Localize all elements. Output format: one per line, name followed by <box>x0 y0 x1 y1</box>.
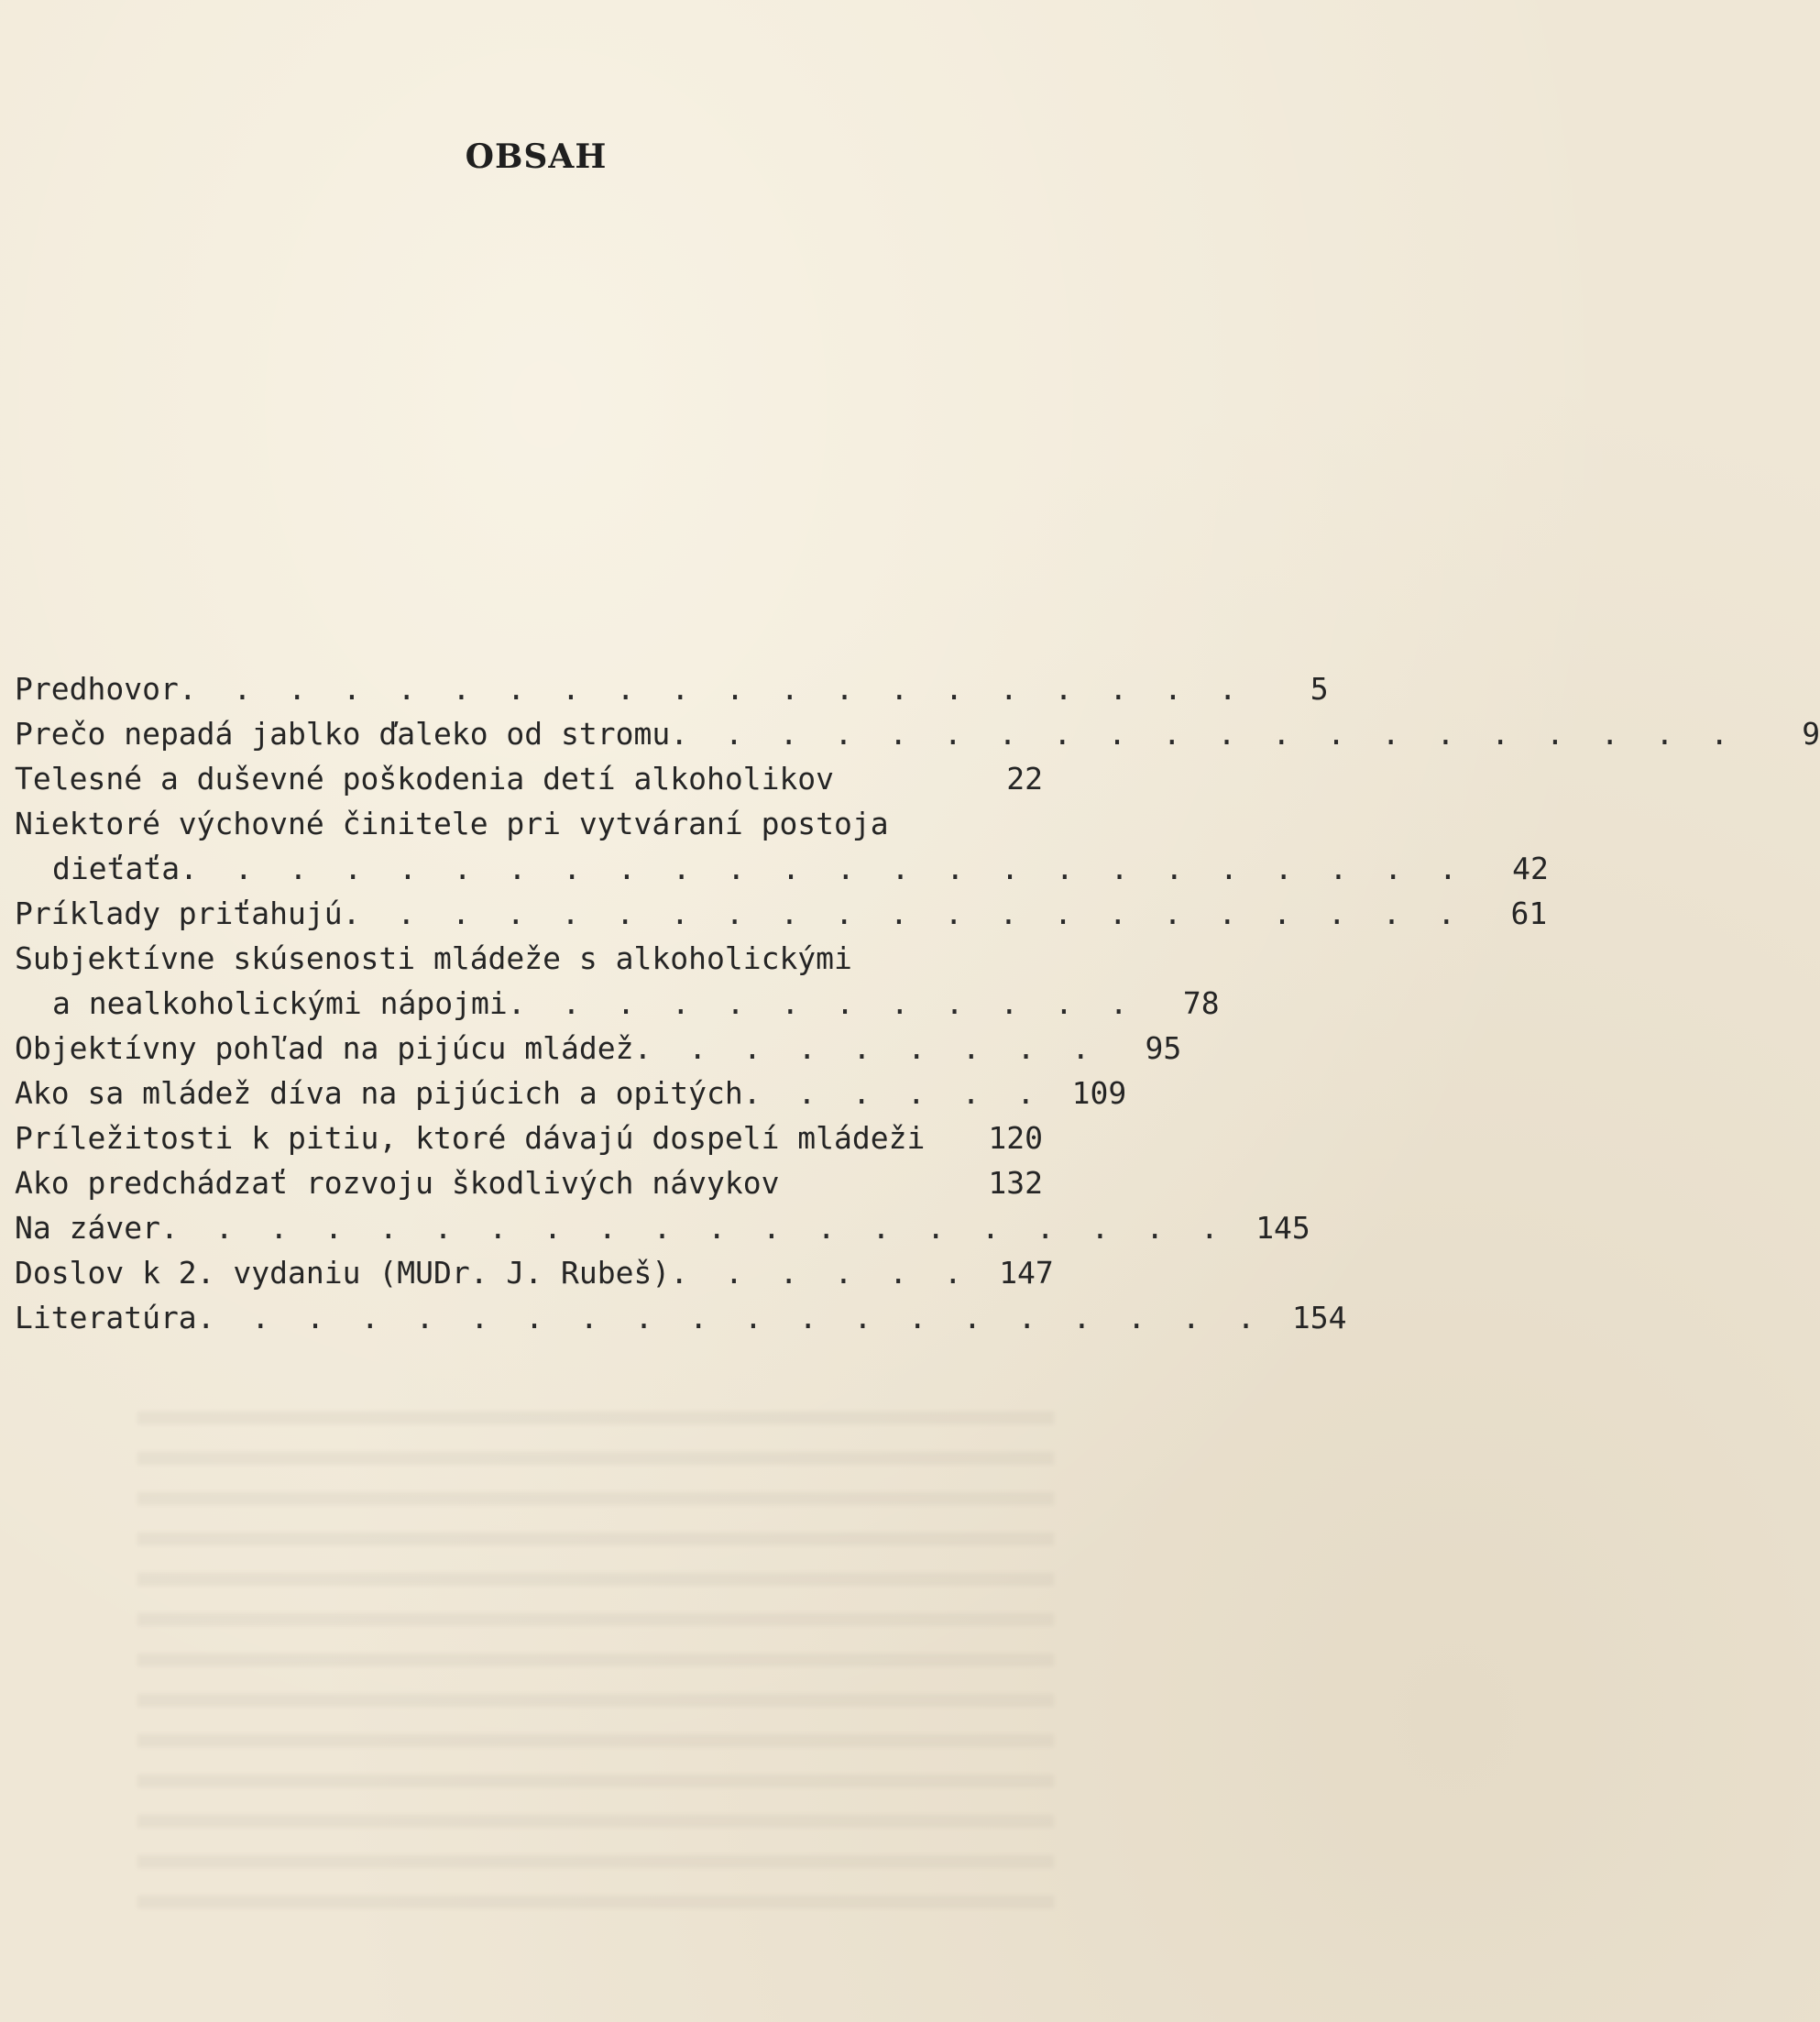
toc-entry-page: 95 <box>1145 1030 1182 1066</box>
toc-entry-title: Objektívny pohľad na pijúcu mládež <box>15 1030 634 1066</box>
toc-entry-title: Literatúra <box>15 1300 197 1335</box>
toc-leader-dots: . . . . . . . . . . . . <box>507 985 1137 1021</box>
page-title: OBSAH <box>465 137 608 176</box>
toc-entry <box>15 1026 1182 1071</box>
toc-entry-title: Príklady priťahujú <box>15 896 343 931</box>
toc-entry-page: 147 <box>999 1255 1054 1291</box>
toc-entry-title: Doslov k 2. vydaniu (MUDr. J. Rubeš) <box>15 1255 671 1291</box>
toc-entry <box>15 1160 1043 1205</box>
toc-leader-dots: . . . . . . . . . <box>633 1030 1100 1066</box>
toc-entry-page: 78 <box>1182 985 1220 1021</box>
toc-entry <box>15 891 1548 936</box>
toc-entry <box>15 1250 1054 1295</box>
toc-entry <box>15 1071 1127 1115</box>
toc-entry-page: 5 <box>1310 671 1329 707</box>
toc-entry-page: 61 <box>1510 896 1548 931</box>
toc-entry-page: 22 <box>1006 761 1043 797</box>
toc-entry-page: 9 <box>1802 716 1820 752</box>
toc-entry-title: Telesné a duševné poškodenia detí alkoholikov <box>15 761 835 797</box>
toc-entry <box>15 711 1820 756</box>
toc-entry-title: Na záver <box>15 1210 160 1246</box>
toc-entry-page: 132 <box>988 1165 1043 1201</box>
toc-leader-dots: . . . . . . . . . . . . . . . . . . . . <box>159 1210 1228 1246</box>
toc-entry-title-cont: a nealkoholickými nápojmi <box>52 985 508 1021</box>
toc-entry-title: Niektoré výchovné činitele pri vytváraní postoja <box>15 806 889 841</box>
toc-entry-page: 120 <box>988 1120 1043 1156</box>
toc-entry <box>15 1115 1043 1160</box>
toc-entry-continuation <box>15 981 1220 1026</box>
toc-leader-dots: . . . . . . . . . . . . . . . . . . . . <box>178 671 1246 707</box>
toc-entry-page: 42 <box>1512 851 1549 886</box>
toc-entry-title: Predhovor <box>15 671 179 707</box>
toc-entry-title: Ako predchádzať rozvoju škodlivých návykov <box>15 1165 780 1201</box>
toc-entry <box>15 666 1329 711</box>
toc-entry <box>15 756 1043 801</box>
toc-entry-title: Subjektívne skúsenosti mládeže s alkoholickými <box>15 940 852 976</box>
toc-entry-page: 145 <box>1255 1210 1310 1246</box>
toc-entry <box>15 936 1043 981</box>
toc-leader-dots: . . . . . . . . . . . . . . . . . . . . . . . . <box>180 851 1466 886</box>
toc-leader-dots: . . . . . . . . . . . . . . . . . . . . . <box>342 896 1465 931</box>
toc-entry <box>15 801 1043 846</box>
toc-entry-page: 154 <box>1291 1300 1347 1335</box>
toc-entry-title: Príležitosti k pitiu, ktoré dávajú dospelí mládeži <box>15 1120 926 1156</box>
toc-leader-dots: . . . . . . <box>742 1075 1045 1111</box>
toc-entry-title: Prečo nepadá jablko ďaleko od stromu <box>15 716 671 752</box>
toc-leader-dots: . . . . . . <box>670 1255 971 1291</box>
toc-entry <box>15 1205 1310 1250</box>
toc-entry-title: Ako sa mládež díva na pijúcich a opitých <box>15 1075 743 1111</box>
table-of-contents <box>15 666 1820 1340</box>
toc-entry-page: 109 <box>1071 1075 1127 1111</box>
toc-entry-continuation <box>15 846 1549 891</box>
toc-entry-title-cont: dieťaťa <box>52 851 181 886</box>
show-through-texture <box>137 1384 1054 1934</box>
toc-leader-dots: . . . . . . . . . . . . . . . . . . . . <box>196 1300 1265 1335</box>
toc-leader-dots: . . . . . . . . . . . . . . . . . . . . <box>670 716 1738 752</box>
toc-entry <box>15 1295 1347 1340</box>
